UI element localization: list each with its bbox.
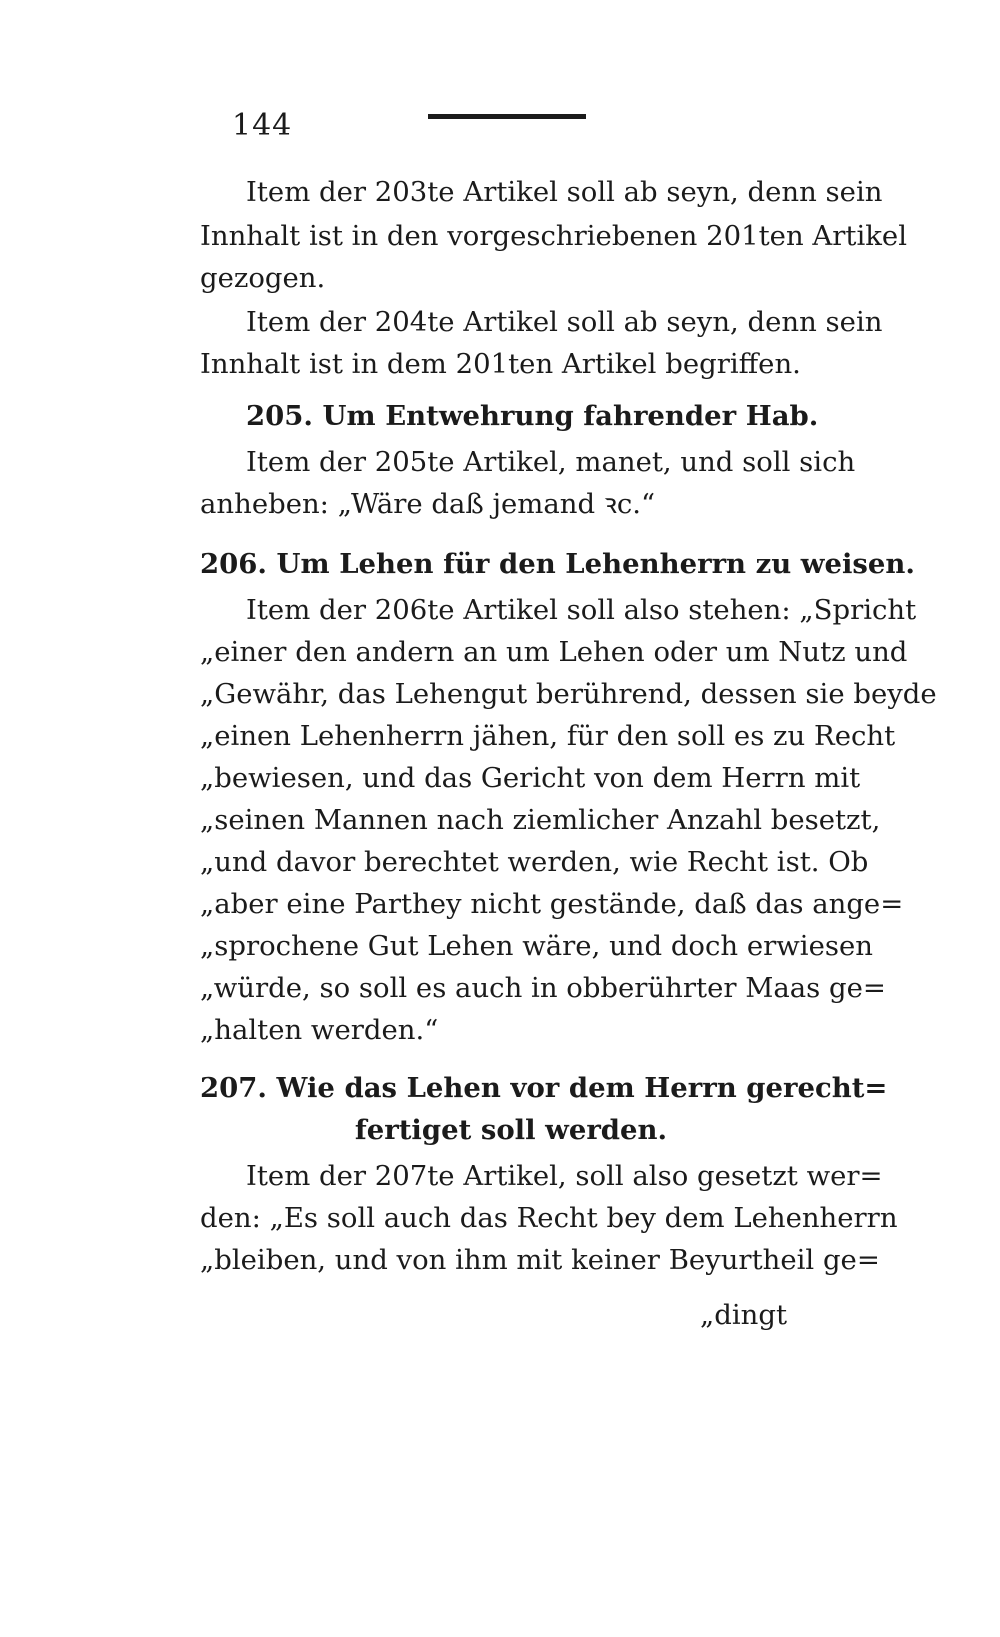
catchword: „dingt — [700, 1299, 788, 1331]
page-number: 144 — [232, 108, 293, 143]
section-heading-207: 207. Wie das Lehen vor dem Herrn gerecht= — [200, 1072, 888, 1104]
text-line: den: „Es soll auch das Recht bey dem Lehenherrn — [200, 1202, 898, 1234]
header-rule — [428, 114, 586, 119]
text-line: Innhalt ist in den vorgeschriebenen 201ten Artikel — [200, 220, 907, 252]
section-heading-205: 205. Um Entwehrung fahrender Hab. — [246, 400, 819, 432]
section-heading-206: 206. Um Lehen für den Lehenherrn zu weisen. — [200, 548, 915, 580]
text-line: „einen Lehenherrn jähen, für den soll es zu Recht — [200, 720, 896, 752]
text-line: „und davor berechtet werden, wie Recht ist. Ob — [200, 846, 869, 878]
text-line: „bewiesen, und das Gericht von dem Herrn mit — [200, 762, 861, 794]
text-line: „seinen Mannen nach ziemlicher Anzahl besetzt, — [200, 804, 881, 836]
text-line: „Gewähr, das Lehengut berührend, dessen sie beyde — [200, 678, 937, 710]
text-line: Item der 204te Artikel soll ab seyn, denn sein — [246, 306, 883, 338]
text-line: „sprochene Gut Lehen wäre, und doch erwiesen — [200, 930, 873, 962]
text-line: „würde, so soll es auch in obberührter Maas ge= — [200, 972, 886, 1004]
text-line: Innhalt ist in dem 201ten Artikel begriffen. — [200, 348, 801, 380]
text-line: gezogen. — [200, 262, 326, 294]
text-line: Item der 205te Artikel, manet, und soll sich — [246, 446, 856, 478]
section-heading-207-cont: fertiget soll werden. — [354, 1114, 668, 1146]
text-line: „aber eine Parthey nicht gestände, daß das ange= — [200, 888, 904, 920]
text-line: Item der 203te Artikel soll ab seyn, denn sein — [246, 176, 883, 208]
text-line: „halten werden.“ — [200, 1014, 439, 1046]
text-line: anheben: „Wäre daß jemand ꝛc.“ — [200, 488, 656, 520]
text-line: Item der 206te Artikel soll also stehen: „Spricht — [246, 594, 917, 626]
text-line: „einer den andern an um Lehen oder um Nutz und — [200, 636, 908, 668]
text-line: „bleiben, und von ihm mit keiner Beyurtheil ge= — [200, 1244, 880, 1276]
text-line: Item der 207te Artikel, soll also gesetzt wer= — [246, 1160, 883, 1192]
